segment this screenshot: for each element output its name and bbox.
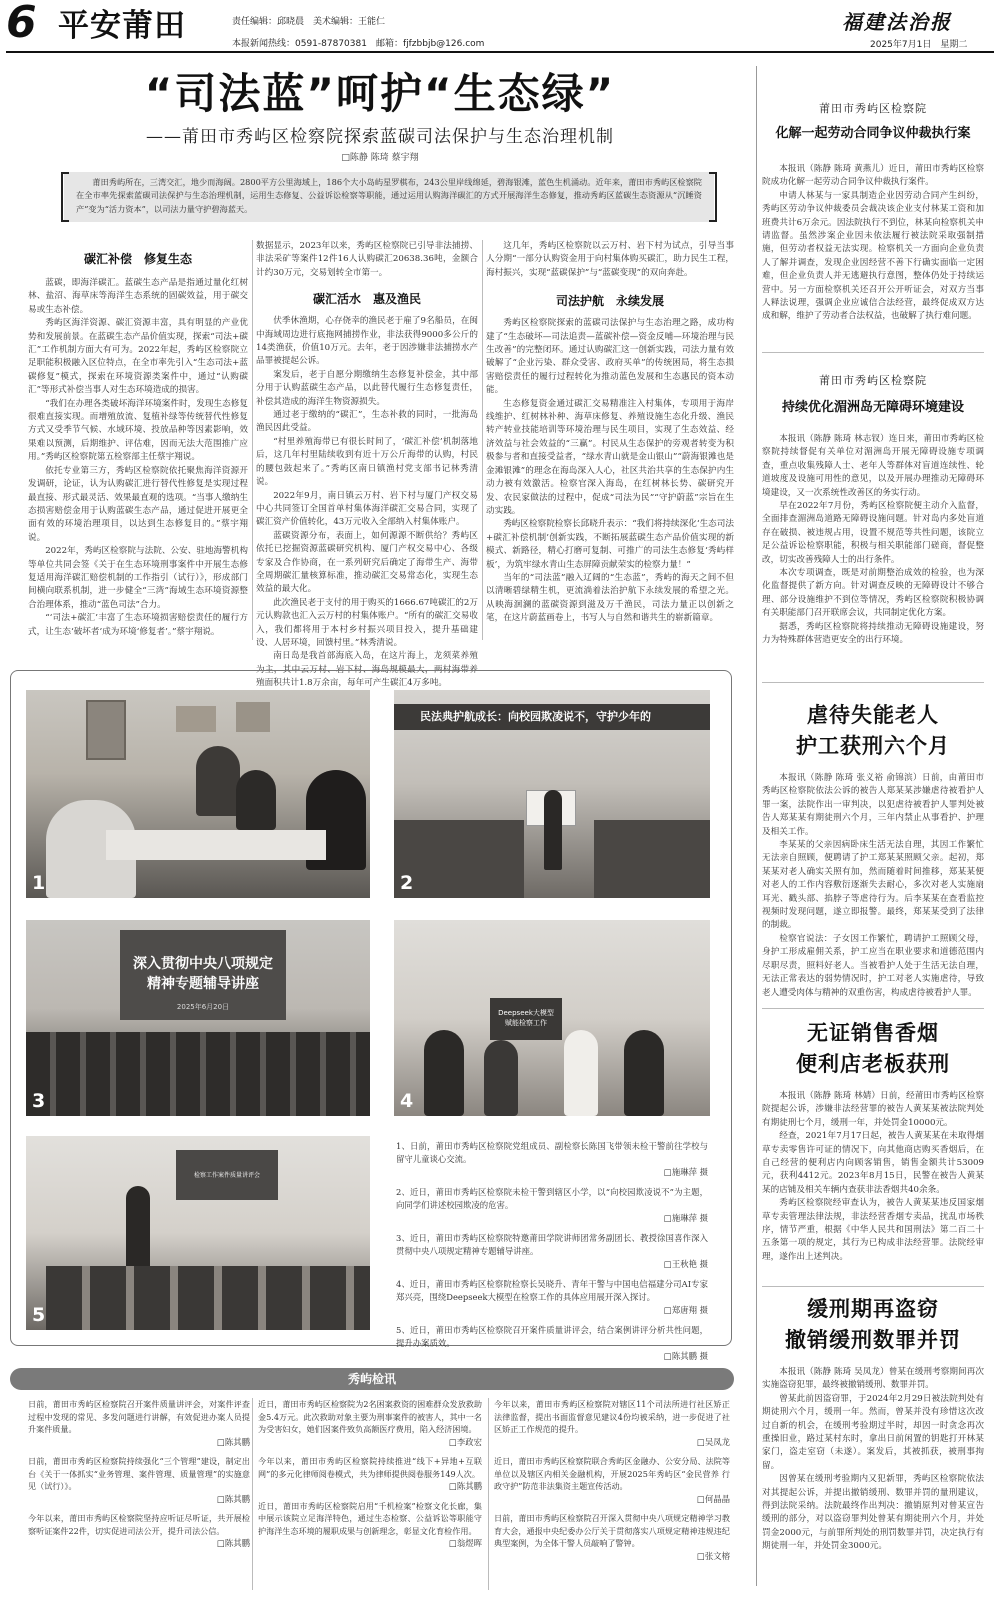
feature-subtitle: ——莆田市秀屿区检察院探索蓝碳司法保护与生态治理机制 <box>146 127 614 147</box>
paragraph: 蓝碳资源分布，表面上，如何源源不断供给？秀屿区依托已挖掘资源蓝碳研究机构、厦门产权交易中心、各级专家及合作协商，在一系列研究后确定了海带生产、海带全周期碳汇量核算标准，推动碳汇交易常态化，实现生态效益的最大化。 <box>256 530 478 595</box>
paragraph: 秀屿区检察院探索的蓝碳司法保护与生态治理之路，成功构建了“生态破坏—司法追责—蓝碳补偿—资金反哺—环境治理与民生改善”的完整闭环。通过认购碳汇这一创新实践，司法力量有效破解了“企业污染、群众受害、政府买单”的传统困局，将生态损害赔偿责任的履行过程转化为推动蓝色发展和生态惠民的资本动能。 <box>486 318 734 396</box>
paragraph: 生态修复资金通过碳汇交易精准注入村集体，专项用于海岸线维护、红树林补种、海草床修复、养殖设施生态化升级、渔民转产转业技能培训等环境治理与民生项目，实现了生态效益、经济效益与社会效益的“三赢”。村民从生态保护的旁观者转变为积极参与者和直接受益者，“绿水青山就是金山银山”“蔚海银滩也是金滩银滩”的理念在海岛深入人心，社区共治共享的生态保护内生动力被有效激活。检察官深入海岛，在红树林长势、碳研究开发、农民家做法的过程中，促成“司法为民”“守护蔚蓝”宗旨在生动实践。 <box>486 398 734 516</box>
banner-text: 民法典护航成长：向校园欺凌说不，守护少年的 <box>420 710 651 723</box>
caption-credit: □施琳萍 摄 <box>663 1213 708 1223</box>
sidebar-rule <box>762 1008 984 1009</box>
caption-credit: □陈其鹏 摄 <box>663 1351 708 1361</box>
sidebar-story-1 <box>762 100 984 350</box>
screen-date: 2025年6月20日 <box>176 1003 230 1011</box>
photo-captions <box>396 1140 708 1370</box>
audience <box>26 1032 370 1116</box>
caption: 1、日前，莆田市秀屿区检察院党组成员、副检察长陈国飞带领未检干警前往学校与留守儿童谈心交流。 □施琳萍 摄 <box>396 1141 708 1177</box>
section-3-body <box>486 317 734 625</box>
sidebar-story-4 <box>762 1018 984 1284</box>
paragraph: 2022年9月，南日镇云万村、岩下村与厦门产权交易中心共同签订全国首单村集体海洋碳汇交易合同，实现了碳汇资产价值转化，43万元收入全部纳入村集体账户。 <box>256 490 478 528</box>
sidebar-rule <box>762 682 984 683</box>
paragraph: 当年的“司法蓝”融入辽阔的“生态蓝”，秀屿的海天之间不但以清晰碧绿精生机，更流淌着法治护航下永续发展的希望之光。从映海洄澜的蓝碳资源到滋及万千渔民，司法力量正以创新之笔，在这片蔚蓝画卷上，书写人与自然和谐共生的崭新篇章。 <box>486 572 734 624</box>
paragraph: 本次专项调查，既是对前期整治成效的检验，也为深化监督提供了新方向。针对调查反映的无障碍设计不够合理、部分设施维护不到位等情况，秀屿区检察院积极协调有关职能部门召开联席会议，共同制定优化方案。 <box>762 568 984 619</box>
section-2-continued <box>486 240 734 280</box>
feature-byline: □陈静 陈琦 蔡宇翔 <box>341 153 419 163</box>
story-body <box>762 163 984 324</box>
photo-number: 5 <box>32 1304 46 1326</box>
news-credit: □翁煜晖 <box>448 1538 482 1548</box>
paragraph: 申请人林某与一家具制造企业因劳动合同产生纠纷，秀屿区劳动争议仲裁委员会裁决该企业支付林某工资和加班费共计6万余元。因法院执行不到位，林某向检察机关申请监督。虽然涉案企业因未依法履行被法院采取强制措施，但劳动者权益无法实现。检察机关一方面向企业负责人了解并调查，发现企业因经营不善下行确实面临一定困难，但企业负责人并无逃避执行意图，整体仍处于持续运营中。另一方面检察机关还召开公开听证会，对双方当事人释法说理，强调企业应诚信合法经营，最终促成双方达成和解，维护了劳动者合法权益，也破解了执行难问题。 <box>762 190 984 322</box>
story-org: 莆田市秀屿区检察院 <box>819 102 927 115</box>
story-body <box>762 1366 984 1554</box>
news-credit: □陈其鹏 <box>448 1481 482 1491</box>
caption: 3、近日，莆田市秀屿区检察院特邀莆田学院讲师团常务副团长、教授徐国喜作深入贯彻中央八项规定精神专题辅导讲座。 □王秋艳 摄 <box>396 1233 708 1269</box>
paragraph: 本报讯（陈静 陈琦 林志钗）连日来，莆田市秀屿区检察院持续督促有关单位对湄洲岛开展无障碍设施专项调查，重点收集残障人士、老年人等群体对盲道连续性、轮道坡度及设施可用性的意见，以及开展办理推动无障碍环境建设，又一次系统性改善区的务实行动。 <box>762 434 984 498</box>
figure <box>196 746 240 816</box>
section-2-body <box>256 315 478 690</box>
news-credit: □何晶晶 <box>696 1493 730 1504</box>
news-item: 近日，莆田市秀屿区检察院为2名困案救资的困难群众发放救助金5.4万元。此次救助对象主要为刑事案件的被害人，其中一名为受害妇女，她们因案件致负高额医疗费用，陷入经济困境。 □李政宏 <box>258 1399 482 1447</box>
feature-col-2 <box>256 240 478 689</box>
news-credit: □陈其鹏 <box>216 1436 250 1447</box>
feature-col-3 <box>486 240 734 644</box>
news-item: 日前，莆田市秀屿区检察院持续强化“三个管理”建设，制定出台《关于一体抓实“业务管理、案件管理、质量管理”的实施意见（试行）》。 □陈其鹏 <box>28 1456 250 1504</box>
news-item: 今年以来，莆田市秀屿区检察院持续推进“线下+异地+互联网”的多元化律师阅卷模式，共为律师提供阅卷服务149人次。 □陈其鹏 <box>258 1456 482 1491</box>
paragraph: 早在2022年7月份，秀屿区检察院便主动介入监督，全面排查湄洲岛道路无障碍设施问题。针对岛内多处盲道存在破损、被违规占用，设置不规范等共性问题，该院立足公益诉讼检察职能，积极与相关职能部门磋商，督促整改，切实改善残障人士的出行条件。 <box>762 501 984 565</box>
photo-4 <box>394 920 710 1116</box>
news-credit: □陈其鹏 <box>216 1493 250 1504</box>
paragraph: 南日岛是我首部海底入岛，在这片海上，龙须菜养殖为主，其中云万村、岩下村、海岛规模最大，两村海带养殖面积共计1.8万余亩，每年可产生碳汇4万多吨。 <box>256 651 478 689</box>
paragraph: 本报讯（陈静 陈琦 黄燕儿）近日，莆田市秀屿区检察院成功化解一起劳动合同争议仲裁执行案件。 <box>762 164 984 188</box>
story-title: 持续优化湄洲岛无障碍环境建设 <box>781 400 964 415</box>
photo-2 <box>394 690 710 898</box>
figure <box>236 770 276 830</box>
section-1-continued <box>256 240 478 280</box>
news-banner <box>10 1368 734 1390</box>
caption: 4、近日，莆田市秀屿区检察院检察长吴晓升、青年干警与中国电信福建分司AI专家郑兴亮，围绕Deepseek大模型在检察工作的具体应用展开深入探讨。 □郑唐翔 摄 <box>396 1279 708 1315</box>
paragraph: 李某某的父亲因病卧床生活无法自理，其因工作繁忙无法亲自照顾，便聘请了护工郑某某照顾父亲。起初，郑某某对老人确实关照有加，然而随着时间推移，郑某某便对老人的工作内容敷衍逐渐失去耐心，多次对老人实施扇耳光、戳头部、掐脖子等虐待行为。后李某某在查看监控视频时发现问题，遂立即报警。最终，郑某某受到了法律的制裁。 <box>762 840 984 931</box>
paragraph: 秀屿区检察院经审查认为，被告人黄某某违反国家烟草专卖管理法律法规，非法经营香烟专卖品，扰乱市场秩序，情节严重，根据《中华人民共和国刑法》第二百二十五条第一项的规定，其行为已构成非法经营罪。法院经审理，遂作出上述判决。 <box>762 1198 984 1262</box>
news-credit: □吴凤龙 <box>696 1436 730 1447</box>
paragraph: 据悉，秀屿区检察院将持续推动无障碍设施建设，努力为特殊群体营造更安全的出行环境。 <box>762 621 984 646</box>
masthead <box>0 0 1000 62</box>
caption-credit: □王秋艳 摄 <box>663 1259 708 1269</box>
story-body <box>762 1090 984 1264</box>
paragraph: 本报讯（陈静 陈琦 张义裕 俞锦滨）日前，由莆田市秀屿区检察院依法公诉的被告人郑某某涉嫌虐待被看护人罪一案，法院作出一审判决，以犯虐待被看护人罪判处被告人郑某某有期徒刑六个月，三年内禁止从事看护、护理及相关工作。 <box>762 773 984 837</box>
paragraph: 经查，2021年7月17日起，被告人黄某某在未取得烟草专卖零售许可证的情况下，向其他商店购买香烟后，在自己经营的便利店内向顾客销售，销售金额共计53009元，获利4412元。2023年8月15日，民警在被告人黄某某的店铺及相关车辆内查获非法香烟共40余条。 <box>762 1131 984 1195</box>
column-divider <box>488 1398 489 1590</box>
paragraph: 本报讯（陈静 陈琦 林婧）日前，经莆田市秀屿区检察院提起公诉，涉嫌非法经营罪的被告人黄某某被法院判处有期徒刑七个月，缓刑一年，并处罚金10000元。 <box>762 1091 984 1128</box>
photo-3 <box>26 920 370 1116</box>
news-credit: □陈其鹏 <box>216 1538 250 1548</box>
story-title: 虐待失能老人 护工获刑六个月 <box>796 703 950 758</box>
news-col-3 <box>494 1398 730 1594</box>
paragraph: 依托专业第三方，秀屿区检察院依托聚焦海洋资源开发调研，论证，认为认购碳汇进行替代性修复是实现过程最直接、形式最灵活、效果最直观的选项。“当事人缴纳生态损害赔偿金用于认购蓝碳生态产品，通过促进开展更全面有效的环境治理项目，以达到生态修复目的。”蔡宇翔说。 <box>28 465 248 543</box>
sidebar-story-5 <box>762 1294 984 1590</box>
news-item: 日前，莆田市秀屿区检察院召开深入贯彻中央八项规定精神学习教育大会，通报中央纪委办公厅关于贯彻落实八项规定精神违规违纪典型案例，为全体干警人员敲响了警钟。 □张文榕 <box>494 1513 730 1561</box>
photo-5 <box>26 1136 370 1330</box>
page-number: 6 <box>6 0 37 48</box>
sidebar-rule <box>762 352 984 353</box>
story-title: 化解一起劳动合同争议仲裁执行案 <box>775 126 971 141</box>
paragraph: 检察官说法：子女因工作繁忙，聘请护工照顾父母，身护工形成雇佣关系，护工应当在职业要求和道德范围内尽职尽责，照料好老人。当被看护人处于生活无法自理，无法正常表达的弱势情况时，护工对老人实施虐待，导致老人遭受肉体与精神的双重伤害，构成虐待被看护人罪。 <box>762 933 984 998</box>
caption: 5、近日，莆田市秀屿区检察院召开案件质量讲评会，结合案例讲评分析共性问题，提升办案质效。 □陈其鹏 摄 <box>396 1325 708 1361</box>
caption-credit: □郑唐翔 摄 <box>663 1305 708 1315</box>
feature-col-1 <box>28 232 248 644</box>
caption-credit: □施琳萍 摄 <box>663 1167 708 1177</box>
paragraph: 曾某此前因盗窃罪，于2024年2月29日被法院判处有期徒刑六个月，缓刑一年。然而，曾某并没有珍惜这次改过自新的机会，在缓刑考验期过半时，却因一时贪念再次重操旧业，路过某村东时，拿出日前闲置的钥匙打开林某家门，盗走室窃（未遂）。案发后，其被抓获，被刑事拘留。 <box>762 1393 984 1471</box>
paragraph: 本报讯（陈静 陈琦 吴凤龙）曾某在缓刑考察期间再次实施盗窃犯罪，最终被撤销缓刑、数罪并罚。 <box>762 1367 984 1391</box>
story-body <box>762 433 984 648</box>
editors: 责任编辑：邱晓晨 美术编辑：王能仁 <box>232 17 386 27</box>
story-body <box>762 772 984 1000</box>
screen-text: Deepseek大模型 赋能检察工作 <box>498 1009 554 1027</box>
story-title: 无证销售香烟 便利店老板获刑 <box>796 1021 950 1076</box>
wall-frame <box>86 700 126 760</box>
screen-title: 深入贯彻中央八项规定 精神专题辅导讲座 <box>133 956 273 992</box>
news-item: 近日，莆田市秀屿区检察院启用“千机检案”检察文化长廊，集中展示该院立足海洋特色，通过生态检察、公益诉讼等职能守护海洋生态环境的履职成果与创新理念，彰显文化育检作用。 □翁煜晖 <box>258 1500 482 1548</box>
figure <box>564 1030 598 1116</box>
sidebar-divider <box>756 66 757 1586</box>
audience <box>394 820 524 898</box>
section-3-heading: 司法护航 永续发展 <box>555 294 664 309</box>
paragraph: 通过老于缴纳的“碳汇”，生态补救的同时，一批海岛渔民因此受益。 <box>256 410 478 434</box>
news-item: 近日，莆田市秀屿区检察院联合秀屿区金融办、公安分局、法院等单位以及辖区内相关金融机构，开展2025年秀屿区“金民营养 行政守护”防范非法集资主题宣传活动。 □何晶晶 <box>494 1456 730 1504</box>
lead-bracket-left <box>61 172 69 222</box>
caption: 2、近日，莆田市秀屿区检察院未检干警到辖区小学，以“向校园欺凌说不”为主题，向同学们讲述校园欺凌的危害。 □施琳萍 摄 <box>396 1187 708 1223</box>
screen <box>120 930 286 1020</box>
paragraph: 数据显示，2023年以来，秀屿区检察院已引导非法捕捞、非法采矿等案件12件16人认购碳汇20638.36吨，金额合计约30万元，交易划转全市第一。 <box>256 241 478 278</box>
sidebar-story-3 <box>762 700 984 1006</box>
wall-frame <box>176 706 216 732</box>
hotline: 本报新闻热线：0591-87870381 邮箱：fjfzbbjb@126.com <box>232 39 485 49</box>
paragraph: 此次渔民老于支付的用于购买的1666.67吨碳汇的2万元认购款也汇入云万村的村集体账户。“所有的碳汇交易收入，我们都将用于本村乡村振兴项目投入，提升基础建设、人居环境，回馈村里。”林秀清说。 <box>256 597 478 648</box>
issue-date: 2025年7月1日 星期二 <box>870 40 968 50</box>
section-name: 平安莆田 <box>58 8 186 44</box>
news-credit: □李政宏 <box>448 1436 482 1447</box>
paragraph: 蓝碳，即海洋碳汇。蓝碳生态产品是指通过量化红树林、盐沼、海草床等海洋生态系统的固碳效益，用于碳交易或生态补偿。 <box>28 278 248 315</box>
column-divider <box>482 240 483 640</box>
wall-frame <box>236 702 270 732</box>
paragraph: 秀屿区海洋资源、碳汇资源丰富，具有明显的产业优势和发展前景。在蓝碳生态产品价值实现，探索“司法+碳汇”工作机制方面大有可为。2022年起，秀屿区检察院立足职能积极融入区位特点，在全市率先引入“生态司法+蓝碳修复”模式，探索在环境资源类案件中，通过“认购碳汇”等形式补偿当事人对生态环境造成的损害。 <box>28 318 248 396</box>
paragraph: “我们在办理各类破坏海洋环境案件时，发现生态修复很难直接实现。而增殖放流、复植补绿等传统替代性修复方式又受季节气候、水域环境、投放品种等因素影响，效果难以预测，后期维护、评估难，因而无法大范围推广应用。”秀屿区检察院第五检察部主任蔡宇翔说。 <box>28 398 248 463</box>
paragraph: 2022年，秀屿区检察院与法院、公安、驻地海警机构等单位共同会签《关于在生态环境刑事案件中开展生态修复适用海洋碳汇赔偿机制的工作指引（试行）》，形成部门间横向联系机制，进一步健全“三湾”海域生态环境资源整合治理体系，推动“蓝色司法”合力。 <box>28 546 248 610</box>
paragraph: 这几年，秀屿区检察院以云万村、岩下村为试点，引导当事人分期“一部分认购资金用于向村集体购买碳汇，助力民生工程，海村振兴，实现“蓝碳保护”与“蓝碳变现”的双向奔赴。 <box>486 241 734 278</box>
paragraph: “‘司法+碳汇’丰富了生态环境损害赔偿责任的履行方式，让生态‘破坏者’成为环境‘修复者’。”蔡宇翔说。 <box>28 613 248 637</box>
sidebar-rule <box>762 1286 984 1287</box>
story-org: 莆田市秀屿区检察院 <box>819 374 927 387</box>
paragraph: “村里养殖海带已有很长时间了，‘碳汇补偿’机制落地后，这几年村里陆续收到有近十万公斤海带的认购，村民的腰包鼓起来了。”秀屿区南日镇渔村党支部书记林秀清说。 <box>256 436 478 488</box>
paragraph: 案发后，老于自愿分期缴纳生态修复补偿金，其中部分用于认购蓝碳生态产品，以此替代履行生态修复责任，补偿其造成的海洋生物资源损失。 <box>256 369 478 407</box>
masthead-rule <box>6 51 994 53</box>
story-title: 缓刑期再盗窃 撤销缓刑数罪并罚 <box>785 1297 961 1352</box>
news-item: 今年以来，莆田市秀屿区检察院坚持应听证尽听证，共开展检察听证案件22件，切实促进司法公开，提升司法公信。 □陈其鹏 <box>28 1513 250 1548</box>
figure <box>484 1040 518 1116</box>
column-divider <box>252 1398 253 1590</box>
screen <box>490 998 562 1040</box>
table <box>106 830 326 860</box>
paragraph: 秀屿区检察院检察长邱晓升表示：“我们将持续深化‘生态司法+碳汇补偿机制’创新实践，不断拓展蓝碳生态产品价值实现的新模式、新路径，精心打磨可复制、可推广的司法生态修复‘秀屿样板’，为筑牢绿水青山生态屏障贡献荣实的检察力量！” <box>486 519 734 570</box>
figure <box>624 1030 664 1116</box>
feature-title: “司法蓝”呵护“生态绿” <box>144 69 616 118</box>
banner <box>394 704 710 730</box>
speaker <box>126 1186 150 1278</box>
news-credit: □张文榕 <box>696 1550 730 1561</box>
news-col-1 <box>28 1398 250 1594</box>
news-item: 今年以来，莆田市秀屿区检察院对辖区11个司法所进行社区矫正法律监督，提出书面监督意见建议4份均被采纳，进一步促进了社区矫正工作规范的提升。 □吴凤龙 <box>494 1399 730 1447</box>
column-divider <box>252 240 253 640</box>
photo-number: 3 <box>32 1090 46 1112</box>
lead-bracket-right <box>709 172 717 222</box>
photo-number: 1 <box>32 872 46 894</box>
photo-number: 4 <box>400 1090 414 1112</box>
section-2-heading: 碳汇活水 惠及渔民 <box>312 292 421 307</box>
paragraph: 伏季休渔期，心存侥幸的渔民老于雇了9名船员，在闽中海域周边进行底拖网捕捞作业，非法获得9000多公斤的14类渔获，价值10万元。去年，老于因涉嫌非法捕捞水产品罪被提起公诉。 <box>256 316 478 367</box>
sidebar-story-2 <box>762 372 984 654</box>
photo-1 <box>26 690 370 898</box>
figure <box>424 1030 464 1116</box>
news-banner-title: 秀屿检讯 <box>347 1372 396 1386</box>
screen <box>176 1150 278 1200</box>
speaker <box>544 790 562 870</box>
news-item: 日前，莆田市秀屿区检察院召开案件质量讲评会，对案件评查过程中发现的常见、多发问题进行讲解，有效促进办案人员提升案件质量。 □陈其鹏 <box>28 1399 250 1447</box>
paragraph: 因曾某在缓刑考验期内又犯新罪，秀屿区检察院依法对其提起公诉，并提出撤销缓刑、数罪并罚的量刑建议，得到法院采纳。法院最终作出判决：撤销原判对曾某宣告缓刑的部分，对以盗窃罪判处曾某有期徒刑六个月，并处罚金2000元，与前罪所判处的刑罚数罪并罚，决定执行有期徒刑一年，并处罚金3000元。 <box>762 1474 984 1552</box>
news-col-2 <box>258 1398 482 1594</box>
photo-number: 2 <box>400 872 414 894</box>
paper-logo: 福建法治报 <box>842 10 952 34</box>
lead-box <box>64 172 714 222</box>
lead-text: 莆田秀屿所在，三湾交汇，地少而海阔。2800平方公里海域上，186个大小岛屿星罗棋布，243公里岸线绵延，碧海银滩，蓝色生机涌动。近年来，莆田市秀屿区检察院在全市率先探索蓝碳司法保护与生态治理机制，运用生态修复、公益诉讼检察等职能，通过运用认购海洋碳汇的方式开展海洋生态修复，推动秀屿区蓝碳生态资源从“沉睡资产”变为“活力资本”，以司法力量守护碧海蓝天。 <box>76 177 702 214</box>
audience <box>594 820 710 898</box>
screen-text: 检察工作案件质量讲评会 <box>193 1172 260 1179</box>
section-1-body <box>28 277 248 639</box>
audience <box>46 1266 370 1330</box>
section-1-heading: 碳汇补偿 修复生态 <box>83 252 192 266</box>
